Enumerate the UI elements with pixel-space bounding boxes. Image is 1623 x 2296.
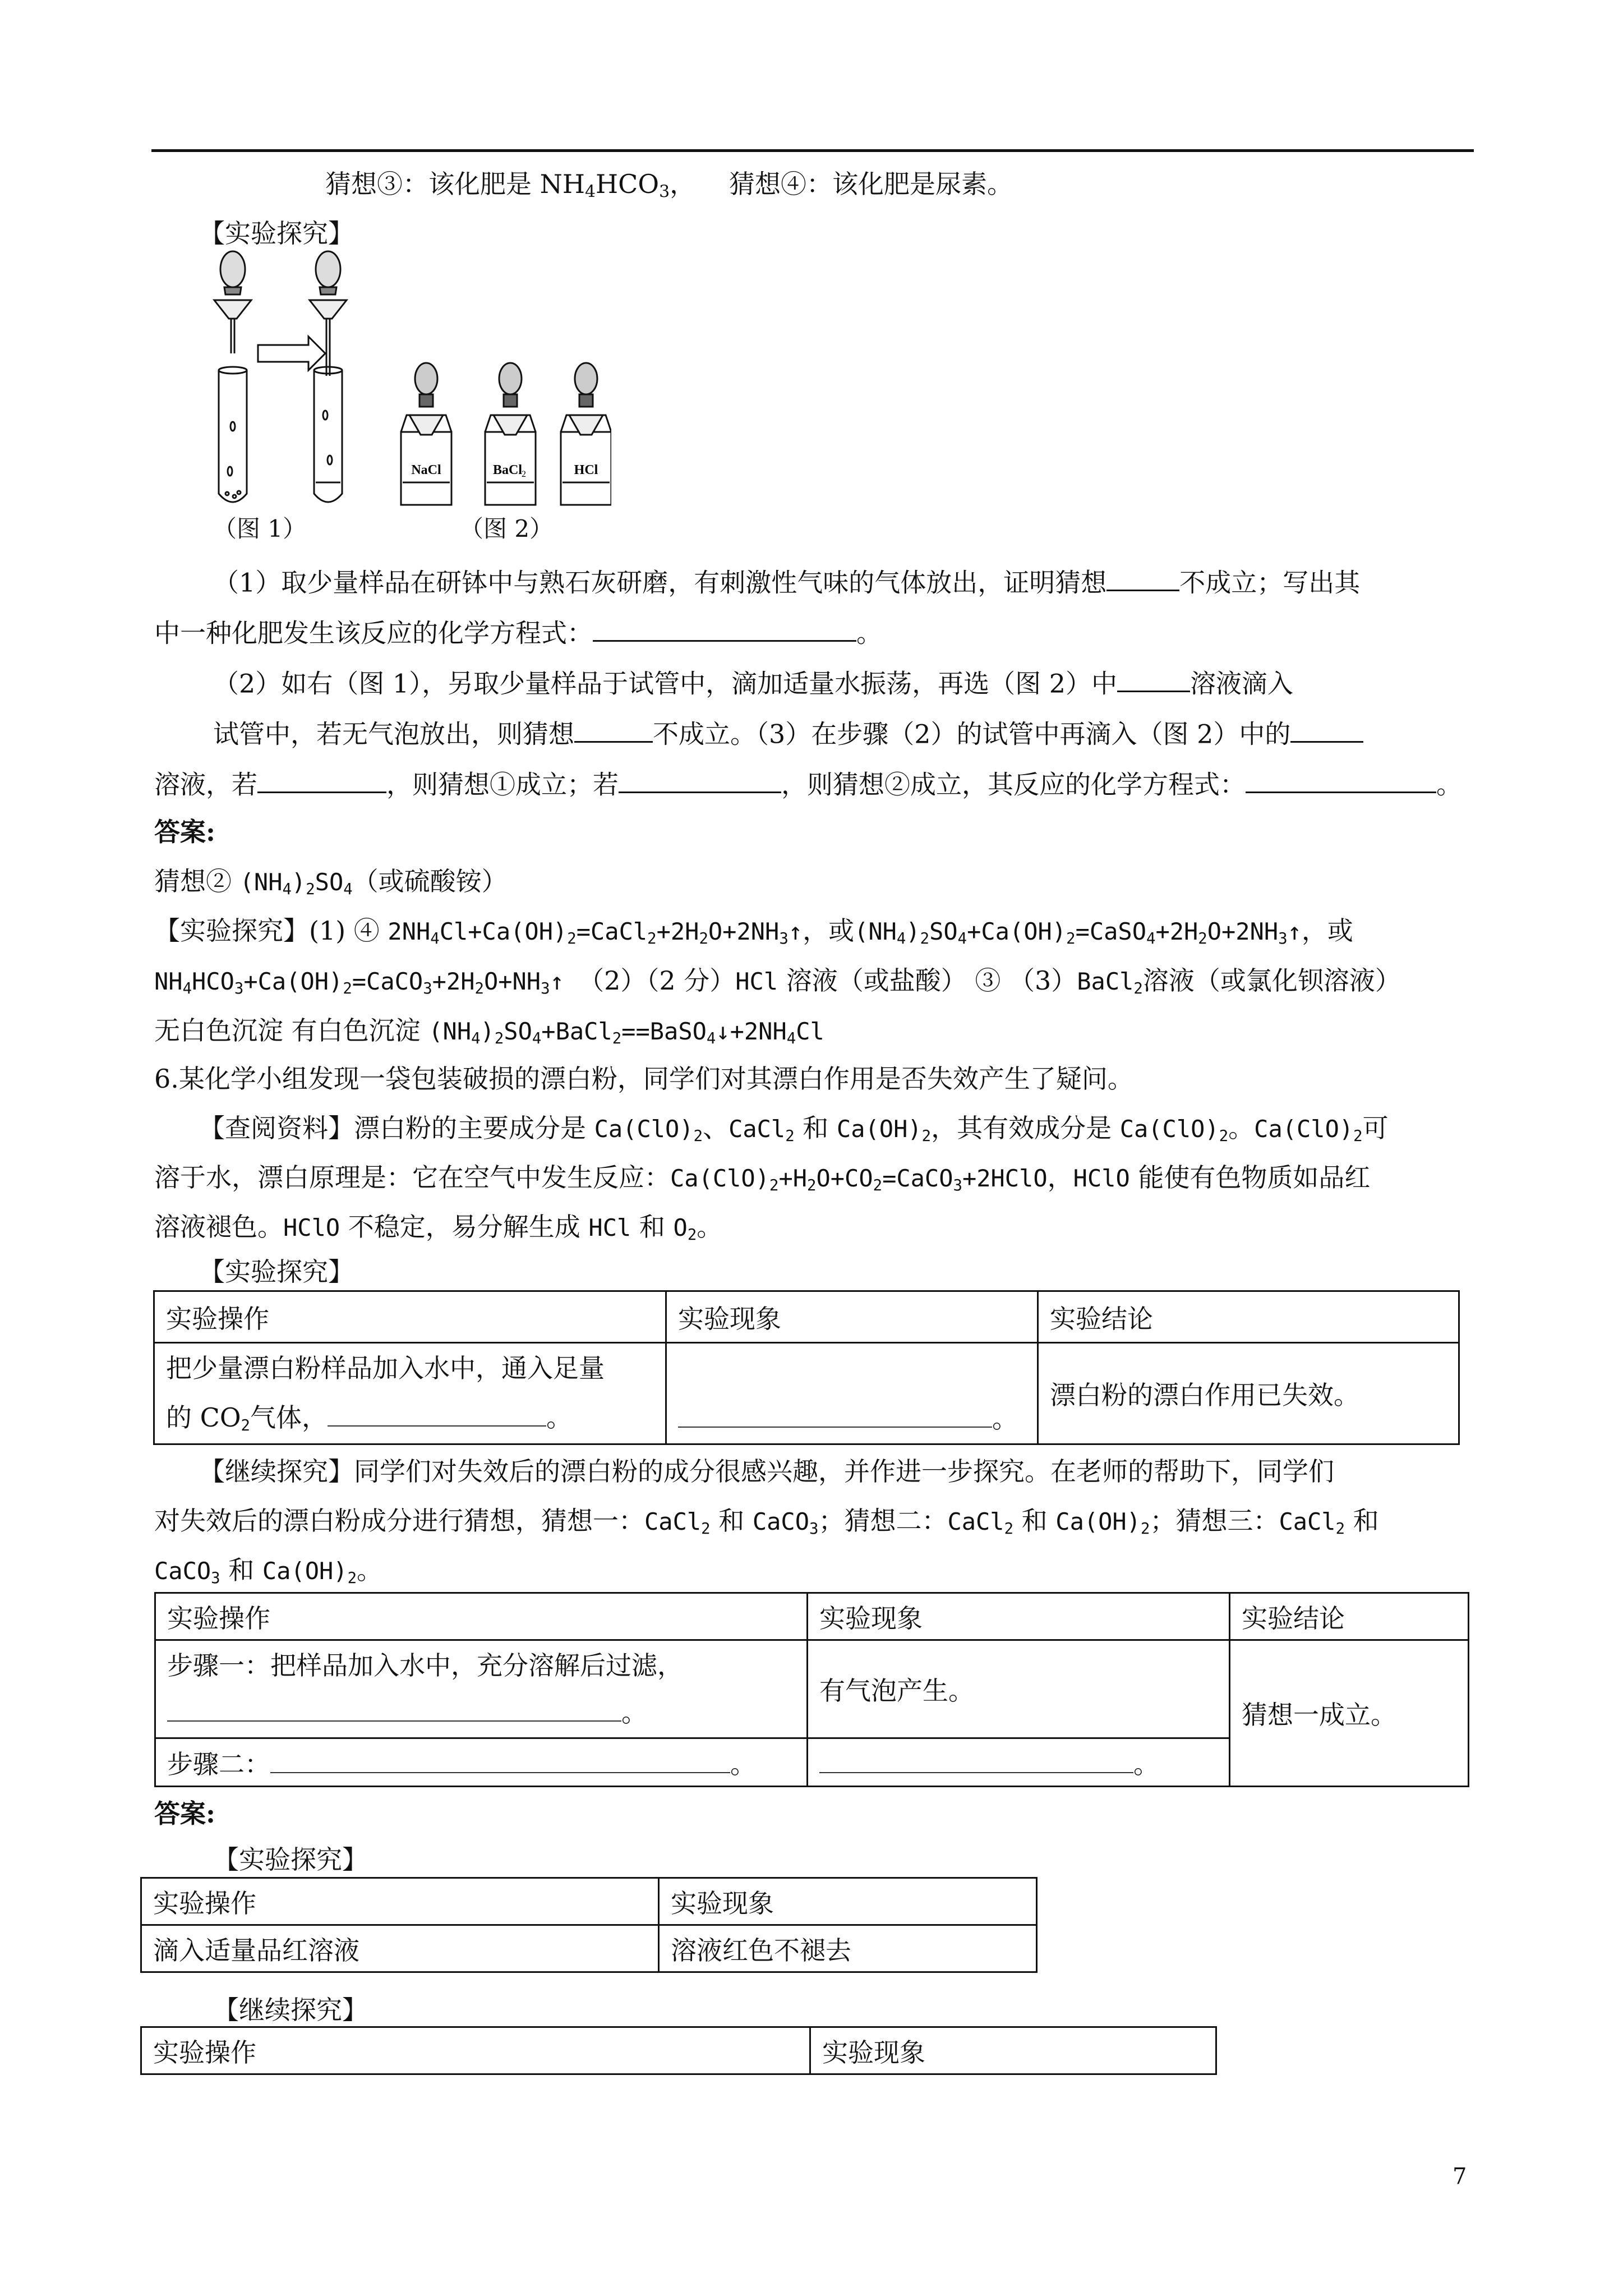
- bottle-label-sub: 2: [522, 470, 526, 479]
- t2-head-concl: 实验结论: [1230, 1593, 1469, 1640]
- q6-table-2: [154, 1592, 1469, 1787]
- t1-head-op: 实验操作: [154, 1291, 666, 1343]
- q6-table-1: [153, 1290, 1460, 1445]
- answer-line-3: $NH_4HCO_3+Ca(OH)_2=CaCO_3+2H_2O+NH_3↑$ （2）（2 分）HCl 溶液（或盐酸） ③ （3）BaCl$_2$溶液（或氯化钡溶液）: [154, 965, 1401, 997]
- q6-exp-heading: 【实验探究】: [199, 1257, 354, 1287]
- arrow-icon: [258, 337, 325, 370]
- q6-ref-line1: 【查阅资料】漂白粉的主要成分是 $Ca(ClO)_2$、CaCl$_2$ 和 $Ca(OH)_2$，其有效成分是 $Ca(ClO)_2$。$Ca(ClO)_2$可: [199, 1113, 1389, 1145]
- t1-head-phen: 实验现象: [666, 1291, 1038, 1343]
- at1-row-phen: 溶液红色不褪去: [659, 1925, 1037, 1972]
- continue-line3: CaCO$_3$ 和 $Ca(OH)_2$。: [154, 1555, 382, 1587]
- answer-continue-heading: 【继续探究】: [213, 1995, 368, 2025]
- answer-exp-heading: 【实验探究】: [213, 1844, 368, 1875]
- q2-line3: 溶液，若 ，则猜想①成立；若 ，则猜想②成立，其反应的化学方程式： 。: [154, 769, 1462, 800]
- answer-line-2: 【实验探究】(1) ④ $2NH_4Cl+Ca(OH)_2=CaCl_2+2H_2O+2NH_3↑$，或$(NH_4)_2SO_4+Ca(OH)_2=CaSO_4+2H_2O+2NH_3↑$，或: [154, 915, 1353, 947]
- q1-line1: （1）取少量样品在研钵中与熟石灰研磨，有刺激性气味的气体放出，证明猜想 不成立；写出其: [213, 567, 1361, 598]
- t1-phen-cell: 。: [666, 1343, 1038, 1444]
- answer-table-1: [140, 1877, 1038, 1973]
- test-tube-1: [219, 367, 247, 502]
- page-number: 7: [1453, 2164, 1467, 2189]
- q6-ref-line3: 溶液褪色。HClO 不稳定，易分解生成 HCl 和 $O_2$。: [154, 1212, 723, 1244]
- conjecture-4: 猜想④：该化肥是尿素。: [729, 169, 1013, 199]
- answer2-label: 答案:: [154, 1798, 215, 1829]
- at1-row-op: 滴入适量品红溶液: [141, 1925, 659, 1972]
- t1-op-cell: 把少量漂白粉样品加入水中，通入足量 的 $CO_2$气体， 。: [154, 1343, 666, 1444]
- at1-head-phen: 实验现象: [659, 1878, 1037, 1925]
- t2-concl-cell: 猜想一成立。: [1230, 1640, 1469, 1787]
- conjecture-3: 猜想③：该化肥是 $NH_4HCO_3$，: [325, 169, 696, 202]
- answer-line-4: 无白色沉淀 有白色沉淀 $(NH_4)_2SO_4+BaCl_2==BaSO_4↓+2NH_4Cl$: [154, 1015, 824, 1047]
- q2-line1: （2）如右（图 1），另取少量样品于试管中，滴加适量水振荡，再选（图 2）中 溶液滴入: [213, 668, 1294, 699]
- t2-head-op: 实验操作: [155, 1593, 808, 1640]
- t2-step2-phen-cell: 。: [808, 1738, 1230, 1787]
- t1-head-concl: 实验结论: [1038, 1291, 1459, 1343]
- apparatus-figure: [208, 247, 611, 550]
- q1-line2: 中一种化肥发生该反应的化学方程式： 。: [154, 618, 882, 648]
- t2-head-phen: 实验现象: [808, 1593, 1230, 1640]
- at2-head-phen: 实验现象: [810, 2027, 1216, 2074]
- experiment-heading: 【实验探究】: [199, 218, 354, 249]
- q2-line2: 试管中，若无气泡放出，则猜想 不成立。（3）在步骤（2）的试管中再滴入（图 2）中的: [213, 718, 1363, 747]
- t2-bubble-cell: 有气泡产生。: [808, 1640, 1230, 1738]
- q6-title: 6.某化学小组发现一袋包装破损的漂白粉，同学们对其漂白作用是否失效产生了疑问。: [154, 1064, 1133, 1094]
- continue-line1: 【继续探究】同学们对失效后的漂白粉的成分很感兴趣，并作进一步探究。在老师的帮助下，同学们: [199, 1456, 1334, 1487]
- t2-step2-cell: 步骤二： 。: [155, 1738, 808, 1787]
- answer-label: 答案:: [154, 817, 215, 847]
- fig2-caption: （图 2）: [460, 515, 554, 542]
- reagent-bottle-1: [401, 363, 451, 505]
- answer-table-2: [140, 2026, 1217, 2075]
- reagent-bottle-2: [485, 363, 536, 505]
- bottle-label-bacl2: BaCl: [492, 463, 523, 477]
- test-tube-2: [314, 367, 342, 502]
- bottle-label-hcl: HCl: [574, 463, 598, 477]
- answer-line-1: 猜想② $(NH_4)_2SO_4$（或硫酸铵）: [154, 866, 508, 898]
- header-rule: [151, 149, 1474, 152]
- reagent-bottle-3: [561, 363, 611, 505]
- t1-concl-cell: 漂白粉的漂白作用已失效。: [1038, 1343, 1459, 1444]
- dropper-1: [214, 251, 251, 353]
- continue-line2: 对失效后的漂白粉成分进行猜想，猜想一：CaCl$_2$ 和 CaCO$_3$；猜想二：CaCl$_2$ 和 $Ca(OH)_2$；猜想三：CaCl$_2$ 和: [154, 1506, 1379, 1538]
- at1-head-op: 实验操作: [141, 1878, 659, 1925]
- fig1-caption: （图 1）: [213, 515, 307, 542]
- t2-step1-cell: 步骤一：把样品加入水中，充分溶解后过滤， 。: [155, 1640, 808, 1738]
- bottle-label-nacl: NaCl: [411, 463, 441, 477]
- q6-ref-line2: 溶于水，漂白原理是：它在空气中发生反应：$Ca(ClO)_2+H_2O+CO_2=CaCO_3+2HClO$，HClO 能使有色物质如品红: [154, 1162, 1371, 1194]
- at2-head-op: 实验操作: [141, 2027, 810, 2074]
